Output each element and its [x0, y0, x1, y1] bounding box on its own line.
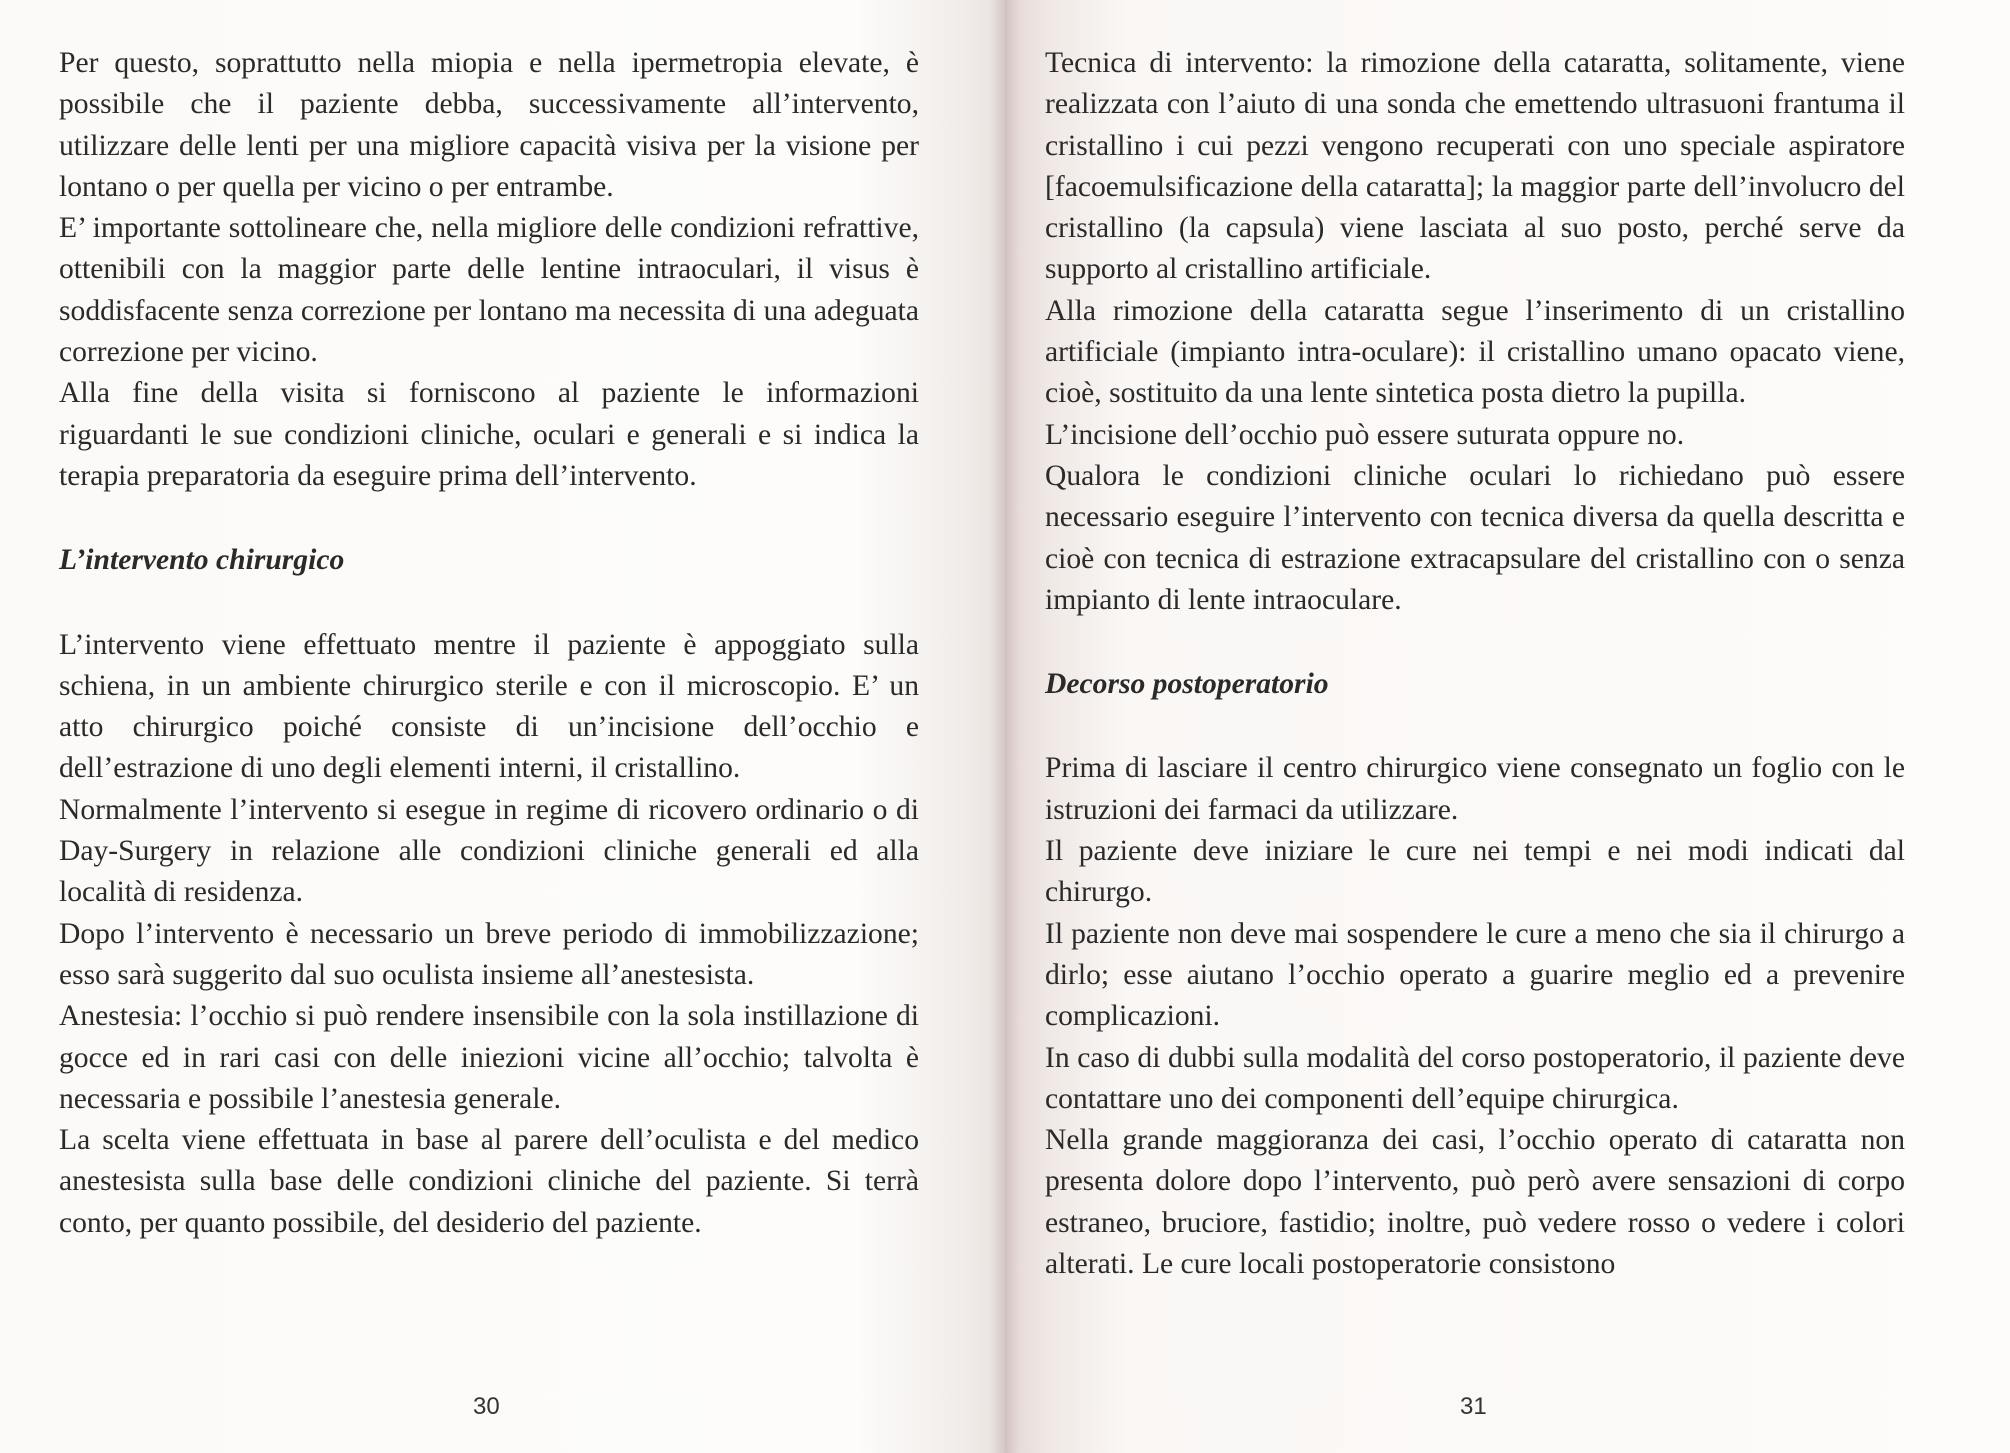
left-page-text	[59, 43, 919, 1244]
paragraph: Alla fine della visita si forniscono al paziente le informazioni riguardanti le sue condizioni cliniche, oculari e generali e si indica la terapia preparatoria da eseguire prima dell’intervento.	[59, 377, 919, 492]
paragraph: Dopo l’intervento è necessario un breve periodo di immobilizzazione; esso sarà suggerito dal suo oculista insieme all’anestesista.	[59, 917, 919, 991]
book-gutter-shadow	[990, 0, 1020, 1453]
right-page-text	[1045, 43, 1905, 1285]
paragraph: L’incisione dell’occhio può essere suturata oppure no.	[1045, 418, 1685, 451]
section-heading: L’intervento chirurgico	[59, 544, 345, 577]
paragraph: La scelta viene effettuata in base al parere dell’oculista e del medico anestesista sulla base delle condizioni cliniche del paziente. Si terrà conto, per quanto possibile, del desiderio del paziente.	[59, 1124, 919, 1239]
paragraph: Il paziente non deve mai sospendere le cure a meno che sia il chirurgo a dirlo; esse aiutano l’occhio operato a guarire meglio ed a prevenire complicazioni.	[1045, 917, 1905, 1033]
paragraph: Tecnica di intervento: la rimozione della cataratta, solitamente, viene realizzata con l’aiuto di una sonda che emettendo ultrasuoni frantuma il cristallino i cui pezzi vengono recuperati con uno speciale aspiratore [facoemulsificazione della cataratta]; la maggior parte dell’involucro del cristallino (la capsula) viene lasciata al suo posto, perché serve da supporto al cristallino artificiale.	[1045, 47, 1905, 286]
paragraph: L’intervento viene effettuato mentre il paziente è appoggiato sulla schiena, in un ambiente chirurgico sterile e con il microscopio. E’ un atto chirurgico poiché consiste di un’incisione dell’occhio e dell’estrazione di uno degli elementi interni, il cristallino.	[59, 628, 919, 785]
paragraph: Anestesia: l’occhio si può rendere insensibile con la sola instillazione di gocce ed in rari casi con delle iniezioni vicine all’occhio; talvolta è necessaria e possibile l’anestesia generale.	[59, 1000, 919, 1115]
paragraph: Alla rimozione della cataratta segue l’inserimento di un cristallino artificiale (impianto intra-oculare): il cristallino umano opacato viene, cioè, sostituito da una lente sintetica posta dietro la pupilla.	[1045, 294, 1905, 410]
paragraph: Il paziente deve iniziare le cure nei tempi e nei modi indicati dal chirurgo.	[1045, 835, 1905, 909]
page-number: 31	[1460, 1393, 1487, 1420]
section-heading: Decorso postoperatorio	[1045, 668, 1329, 701]
paragraph: In caso di dubbi sulla modalità del corso postoperatorio, il paziente deve contattare uno dei componenti dell’equipe chirurgica.	[1045, 1041, 1905, 1115]
right-page	[1005, 0, 2010, 1453]
page-number: 30	[473, 1393, 500, 1420]
paragraph: Nella grande maggioranza dei casi, l’occhio operato di cataratta non presenta dolore dopo l’intervento, può però avere sensazioni di corpo estraneo, bruciore, fastidio; inoltre, può vedere rosso o vedere i colori alterati. Le cure locali postoperatorie consistono	[1045, 1124, 1905, 1281]
paragraph: Prima di lasciare il centro chirurgico viene consegnato un foglio con le istruzioni dei farmaci da utilizzare.	[1045, 752, 1905, 826]
paragraph: E’ importante sottolineare che, nella migliore delle condizioni refrattive, ottenibili con la maggior parte delle lentine intraoculari, il visus è soddisfacente senza correzione per lontano ma necessita di una adeguata correzione per vicino.	[59, 212, 919, 369]
paragraph: Qualora le condizioni cliniche oculari lo richiedano può essere necessario eseguire l’intervento con tecnica diversa da quella descritta e cioè con tecnica di estrazione extracapsulare del cristallino con o senza impianto di lente intraoculare.	[1045, 459, 1905, 616]
paragraph: Normalmente l’intervento si esegue in regime di ricovero ordinario o di Day-Surgery in relazione alle condizioni cliniche generali ed alla località di residenza.	[59, 793, 919, 909]
paragraph: Per questo, soprattutto nella miopia e nella ipermetropia elevate, è possibile che il paziente debba, successivamente all’intervento, utilizzare delle lenti per una migliore capacità visiva per la visione per lontano o per quella per vicino o per entrambe.	[59, 47, 919, 203]
